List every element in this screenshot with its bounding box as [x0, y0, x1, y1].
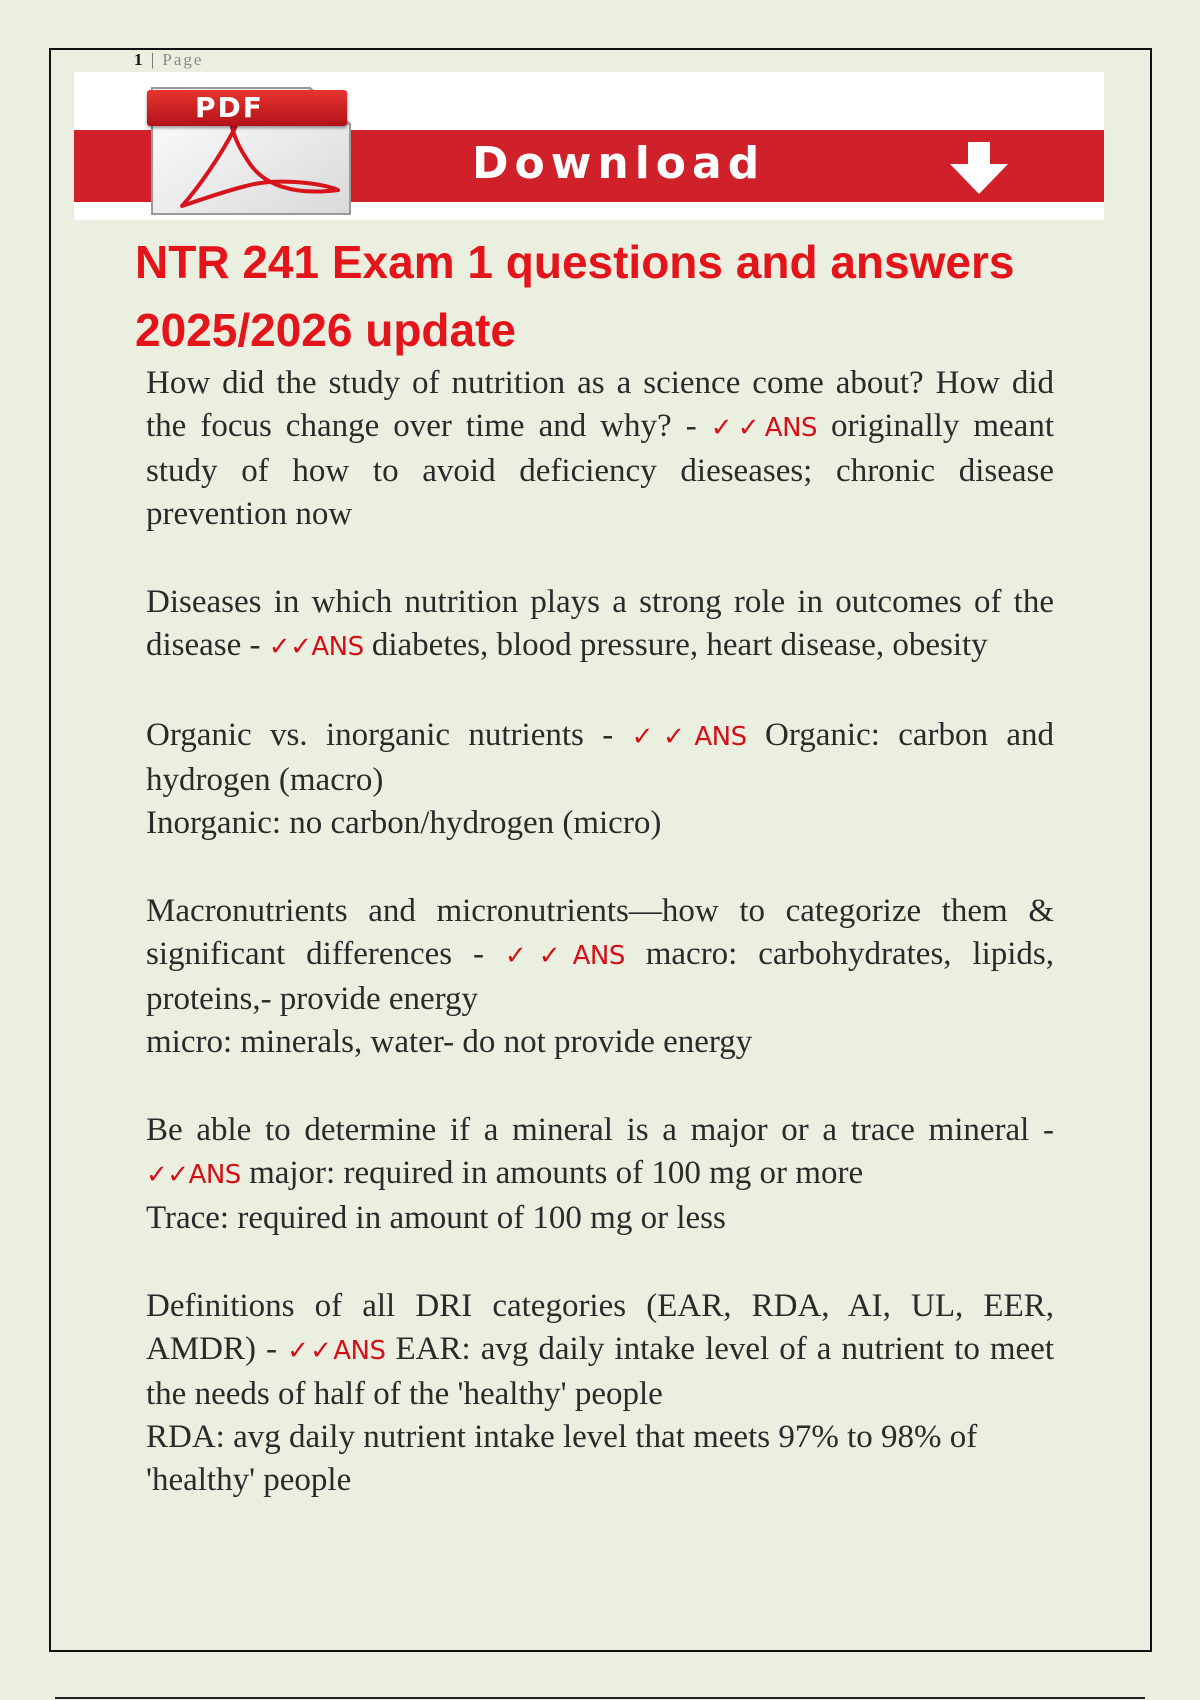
answer-marker: ✓✓ANS [631, 722, 747, 752]
document-title: NTR 241 Exam 1 questions and answers 2025/2026 update [135, 236, 1015, 356]
answer-text: diabetes, blood pressure, heart disease, obesity [363, 627, 988, 663]
answer-continuation: RDA: avg daily nutrient intake level that meets 97% to 98% of 'healthy' people [146, 1419, 978, 1498]
qa-list [146, 362, 1054, 1547]
qa-question-answer [146, 1109, 1054, 1197]
answer-marker: ✓✓ANS [146, 1160, 241, 1190]
page-number-separator: | [150, 50, 157, 69]
pdf-download-banner[interactable] [74, 72, 1104, 220]
qa-item [146, 890, 1054, 1064]
qa-item [146, 1285, 1054, 1502]
answer-continuation: micro: minerals, water- do not provide energy [146, 1024, 753, 1060]
answer-marker: ✓✓ANS [504, 941, 625, 971]
bottom-rule [55, 1697, 1145, 1699]
question-text: Be able to determine if a mineral is a major or a trace mineral - [146, 1112, 1054, 1148]
answer-text: originally meant study of how to avoid deficiency dieseases; chronic disease prevention now [146, 408, 1054, 532]
page-number [134, 50, 203, 70]
question-text: Macronutrients and micronutrients—how to categorize them & significant differences - [146, 893, 1054, 972]
download-text[interactable]: Download [472, 138, 766, 189]
answer-text: macro: carbohydrates, lipids, proteins,- provide energy [146, 936, 1054, 1017]
qa-question-answer [146, 714, 1054, 802]
answer-marker: ✓✓ANS [287, 1336, 386, 1366]
qa-question-answer [146, 890, 1054, 1021]
qa-question-answer [146, 1285, 1054, 1416]
page-number-word: Page [162, 50, 204, 69]
answer-text: Organic: carbon and hydrogen (macro) [146, 717, 1055, 798]
answer-continuation: Trace: required in amount of 100 mg or less [146, 1200, 726, 1236]
qa-question-answer [146, 362, 1054, 536]
question-text: Organic vs. inorganic nutrients - [146, 717, 632, 753]
download-arrow-icon[interactable] [944, 140, 1014, 201]
pdf-document-icon [142, 78, 356, 218]
qa-item [146, 714, 1054, 845]
answer-text: major: required in amounts of 100 mg or more [240, 1155, 864, 1191]
qa-item [146, 362, 1054, 536]
pdf-label: PDF [147, 90, 347, 126]
answer-continuation: Inorganic: no carbon/hydrogen (micro) [146, 805, 662, 841]
qa-item [146, 581, 1054, 669]
question-text: Diseases in which nutrition plays a strong role in outcomes of the disease - [146, 584, 1054, 663]
question-text: How did the study of nutrition as a science come about? How did the focus change over time and why? - [146, 365, 1054, 444]
answer-text: EAR: avg daily intake level of a nutrient to meet the needs of half of the 'healthy' people [146, 1331, 1054, 1412]
question-text: Definitions of all DRI categories (EAR, RDA, AI, UL, EER, AMDR) - [146, 1288, 1054, 1367]
page-number-value: 1 [134, 50, 145, 69]
answer-marker: ✓✓ANS [268, 632, 364, 662]
qa-item [146, 1109, 1054, 1240]
qa-question-answer [146, 581, 1054, 669]
answer-marker: ✓✓ANS [710, 413, 818, 443]
